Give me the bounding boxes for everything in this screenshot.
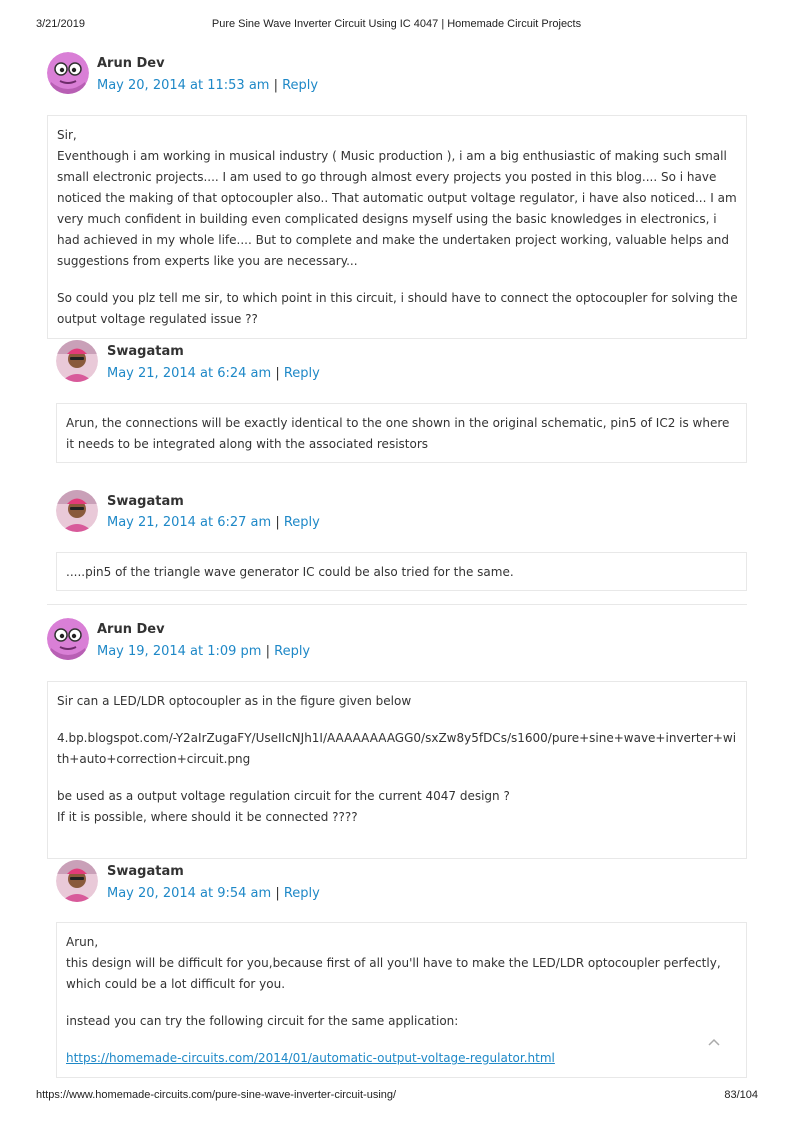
reply-link[interactable]: Reply [283, 366, 320, 381]
meta-separator: | [273, 78, 283, 93]
comment-paragraph: Arun, this design will be difficult for you,because first of all you'll have to make the LED/LDR optocoupler perfectly, which could be a lot difficult for you. [66, 935, 721, 991]
print-url: https://www.homemade-circuits.com/pure-sine-wave-inverter-circuit-using/ [36, 1089, 397, 1101]
meta-separator: | [275, 366, 284, 381]
person-avatar-icon [56, 340, 98, 382]
comment-meta [97, 644, 310, 659]
print-title: Pure Sine Wave Inverter Circuit Using IC 4047 | Homemade Circuit Projects [211, 18, 582, 30]
comment-date-link[interactable]: May 19, 2014 at 1:09 pm [97, 644, 262, 659]
comment-date-link[interactable]: May 20, 2014 at 9:54 am [107, 886, 272, 901]
comment-date-link[interactable]: May 21, 2014 at 6:27 am [107, 515, 272, 530]
reply-link[interactable]: Reply [283, 886, 320, 901]
print-footer [0, 1089, 793, 1105]
comment-paragraph: Sir, Eventhough i am working in musical industry ( Music production ), i am a big enthusiastic of making such small small electronic projects.... I am used to go through almost every projects you posted in this blog.... So i have noticed the making of that optocoupler also.. That automatic output voltage regulator, i have also noticed... I am very much confident in building even complicated designs myself using the basic knowledges in electronics, i had achieved in my whole life.... But to complete and make the undertaken project working, valuable helps and suggestions from experts like you are necessary... [57, 128, 737, 268]
comment-body [47, 115, 747, 339]
comment-meta [107, 515, 320, 530]
comment-author[interactable]: Swagatam [107, 864, 184, 879]
meta-separator: | [275, 515, 284, 530]
print-date: 3/21/2019 [36, 18, 85, 30]
comment-paragraph: be used as a output voltage regulation circuit for the current 4047 design ? If it is possible, where should it be connected ???? [57, 789, 510, 824]
monster-avatar-icon [47, 618, 89, 660]
comment-author[interactable]: Swagatam [107, 344, 184, 359]
comment-date-link[interactable]: May 21, 2014 at 6:24 am [107, 366, 272, 381]
meta-separator: | [265, 644, 275, 659]
monster-avatar-icon [47, 52, 89, 94]
comment-meta [107, 886, 320, 901]
comment-body [56, 922, 747, 1078]
comment-author[interactable]: Arun Dev [97, 622, 165, 637]
chevron-up-icon[interactable] [704, 1034, 724, 1050]
comment-divider [47, 604, 747, 605]
comment-paragraph: instead you can try the following circuit for the same application: [66, 1014, 459, 1028]
comment-body [47, 681, 747, 859]
comment-paragraph: 4.bp.blogspot.com/-Y2aIrZugaFY/UseIIcNJh1I/AAAAAAAAGG0/sxZw8y5fDCs/s1600/pure+sine+wave+inverter+with+auto+correction+circuit.png [57, 731, 737, 766]
comment-paragraph: Arun, the connections will be exactly identical to the one shown in the original schematic, pin5 of IC2 is where it needs to be integrated along with the associated resistors [66, 416, 730, 451]
circuit-link[interactable]: https://homemade-circuits.com/2014/01/automatic-output-voltage-regulator.html [66, 1051, 555, 1065]
reply-link[interactable]: Reply [283, 515, 320, 530]
person-avatar-icon [56, 860, 98, 902]
reply-link[interactable]: Reply [282, 78, 319, 93]
print-header [0, 18, 793, 34]
comment-date-link[interactable]: May 20, 2014 at 11:53 am [97, 78, 270, 93]
meta-separator: | [275, 886, 284, 901]
page-number: 83/104 [724, 1089, 758, 1101]
comment-paragraph: Sir can a LED/LDR optocoupler as in the figure given below [57, 694, 412, 708]
comment-meta [97, 78, 318, 93]
comment-body [56, 552, 747, 591]
comment-author[interactable]: Arun Dev [97, 56, 165, 71]
comment-body [56, 403, 747, 463]
reply-link[interactable]: Reply [274, 644, 311, 659]
comment-author[interactable]: Swagatam [107, 494, 184, 509]
comment-paragraph: So could you plz tell me sir, to which point in this circuit, i should have to connect the optocoupler for solving the output voltage regulated issue ?? [57, 291, 738, 326]
comment-meta [107, 366, 320, 381]
comment-paragraph: .....pin5 of the triangle wave generator IC could be also tried for the same. [66, 565, 514, 579]
person-avatar-icon [56, 490, 98, 532]
